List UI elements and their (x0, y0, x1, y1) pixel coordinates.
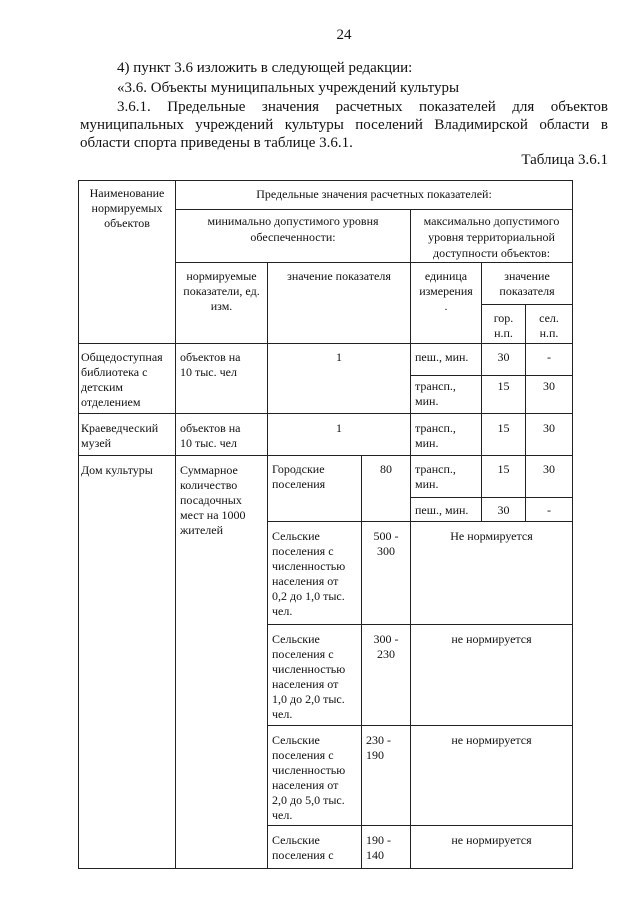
header-object-name: Наименование нормируемых объектов (79, 181, 176, 344)
library-norm: объектов на 10 тыс. чел (176, 344, 268, 414)
museum-value: 1 (268, 414, 411, 456)
amendment-line: 4) пункт 3.6 изложить в следующей редакции: (117, 60, 413, 76)
limit-values-table (78, 180, 573, 869)
table-header-row (79, 181, 573, 210)
museum-access-unit: трансп., мин. (411, 414, 482, 456)
library-name: Общедоступная библиотека с детским отделением (79, 344, 176, 414)
rural-settlements-label: Сельские поселения с численностью населения от 1,0 до 2,0 тыс. чел. (268, 625, 362, 726)
table-caption: Таблица 3.6.1 (521, 152, 608, 168)
library-access-rural: 30 (526, 376, 573, 414)
header-rural: сел. н.п. (526, 305, 573, 344)
rural-settlements-label: Сельские поселения с (268, 826, 362, 869)
page-number: 24 (336, 27, 352, 43)
rural-settlements-label: Сельские поселения с численностью населения от 2,0 до 5,0 тыс. чел. (268, 726, 362, 826)
table-row-library (79, 344, 573, 376)
rural-settlements-value: 190 - 140 (362, 826, 411, 869)
museum-access-urban: 15 (482, 414, 526, 456)
section-heading: «3.6. Объекты муниципальных учреждений культуры (117, 80, 460, 96)
urban-access-rural: 30 (526, 456, 573, 498)
header-norm-indicators: нормируемые показатели, ед. изм. (176, 263, 268, 344)
rural-access-note: Не нормируется (411, 522, 573, 625)
rural-access-note: не нормируется (411, 726, 573, 826)
header-urban: гор. н.п. (482, 305, 526, 344)
table-row-house-of-culture (79, 456, 573, 498)
urban-access-urban: 15 (482, 456, 526, 498)
rural-access-note: не нормируется (411, 826, 573, 869)
header-max-level: максимально допустимого уровня территориальной доступности объектов: (411, 210, 573, 263)
urban-access-urban: 30 (482, 498, 526, 522)
museum-access-rural: 30 (526, 414, 573, 456)
house-of-culture-name: Дом культуры (79, 456, 176, 869)
library-access-unit: пеш., мин. (411, 344, 482, 376)
house-of-culture-norm: Суммарное количество посадочных мест на 1000 жителей (176, 456, 268, 869)
urban-settlements-label: Городские поселения (268, 456, 362, 522)
header-access-value: значение показателя (482, 263, 573, 305)
paragraph-line: области спорта приведены в таблице 3.6.1. (80, 135, 353, 151)
paragraph-line: муниципальных учреждений культуры поселений Владимирской области в (80, 117, 608, 133)
urban-access-rural: - (526, 498, 573, 522)
urban-settlements-value: 80 (362, 456, 411, 522)
paragraph-line: 3.6.1. Предельные значения расчетных показателей для объектов (117, 99, 608, 115)
header-limit-values: Предельные значения расчетных показателей: (176, 181, 573, 210)
header-unit: единица измерения . (411, 263, 482, 344)
header-min-level: минимально допустимого уровня обеспеченности: (176, 210, 411, 263)
rural-settlements-value: 500 - 300 (362, 522, 411, 625)
library-access-rural: - (526, 344, 573, 376)
library-value: 1 (268, 344, 411, 414)
rural-settlements-label: Сельские поселения с численностью населения от 0,2 до 1,0 тыс. чел. (268, 522, 362, 625)
museum-norm: объектов на 10 тыс. чел (176, 414, 268, 456)
library-access-urban: 15 (482, 376, 526, 414)
rural-settlements-value: 230 - 190 (362, 726, 411, 826)
museum-name: Краеведческий музей (79, 414, 176, 456)
header-indicator-value: значение показателя (268, 263, 411, 344)
table-row-museum (79, 414, 573, 456)
urban-access-unit: трансп., мин. (411, 456, 482, 498)
rural-access-note: не нормируется (411, 625, 573, 726)
urban-access-unit: пеш., мин. (411, 498, 482, 522)
rural-settlements-value: 300 - 230 (362, 625, 411, 726)
library-access-unit: трансп., мин. (411, 376, 482, 414)
library-access-urban: 30 (482, 344, 526, 376)
